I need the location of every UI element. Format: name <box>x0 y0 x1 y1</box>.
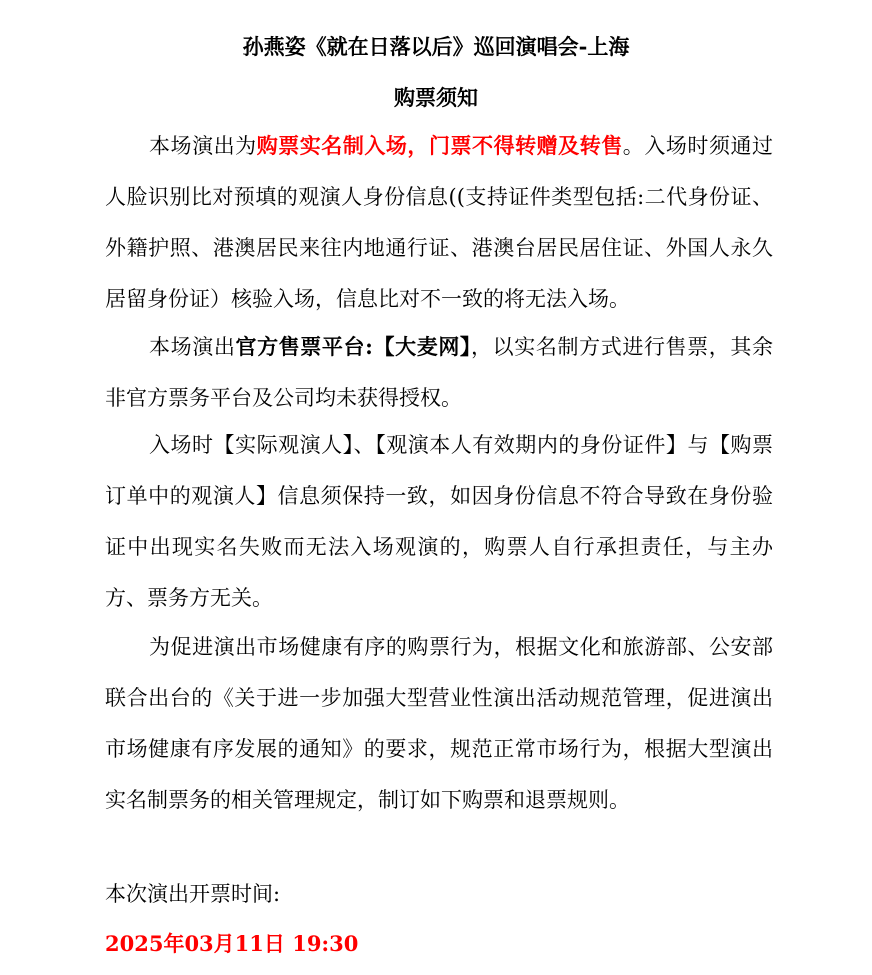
paragraph-real-name-entry <box>105 120 773 325</box>
paragraph-text: 本场演出 <box>149 335 236 359</box>
paragraph-text: 本场演出为 <box>149 134 257 158</box>
document-title: 孙燕姿《就在日落以后》巡回演唱会-上海 <box>242 34 630 59</box>
paragraph-text: ，以实名制方式进行售票，其余非官方票务平台及公司均未获得授权。 <box>105 335 773 410</box>
highlight-no-transfer: 购票实名制入场，门票不得转赠及转售 <box>256 133 623 158</box>
paragraph-regulations: 为促进演出市场健康有序的购票行为，根据文化和旅游部、公安部联合出台的《关于进一步加强大型营业性演出活动规范管理，促进演出市场健康有序发展的通知》的要求，规范正常市场行为，根据大型演出实名制票务的相关管理规定，制订如下购票和退票规则。 <box>105 635 773 812</box>
paragraph-identity-match: 入场时【实际观演人】、【观演本人有效期内的身份证件】与【购票订单中的观演人】信息须保持一致，如因身份信息不符合导致在身份验证中出现实名失败而无法入场观演的，购票人自行承担责任，与主办方、票务方无关。 <box>105 433 773 610</box>
paragraph-text: 。入场时须通过人脸识别比对预填的观演人身份信息((支持证件类型包括:二代身份证、外籍护照、港澳居民来往内地通行证、港澳台居民居住证、外国人永久居留身份证）核验入场，信息比对不一致的将无法入场。 <box>105 134 774 311</box>
sale-time-value: 2025年03月11日 19:30 <box>105 931 359 956</box>
paragraph-official-platform <box>105 321 773 424</box>
document-subtitle: 购票须知 <box>394 85 478 110</box>
official-platform-name: 官方售票平台:【大麦网】 <box>235 334 472 359</box>
sale-time-label: 本次演出开票时间: <box>105 882 281 906</box>
